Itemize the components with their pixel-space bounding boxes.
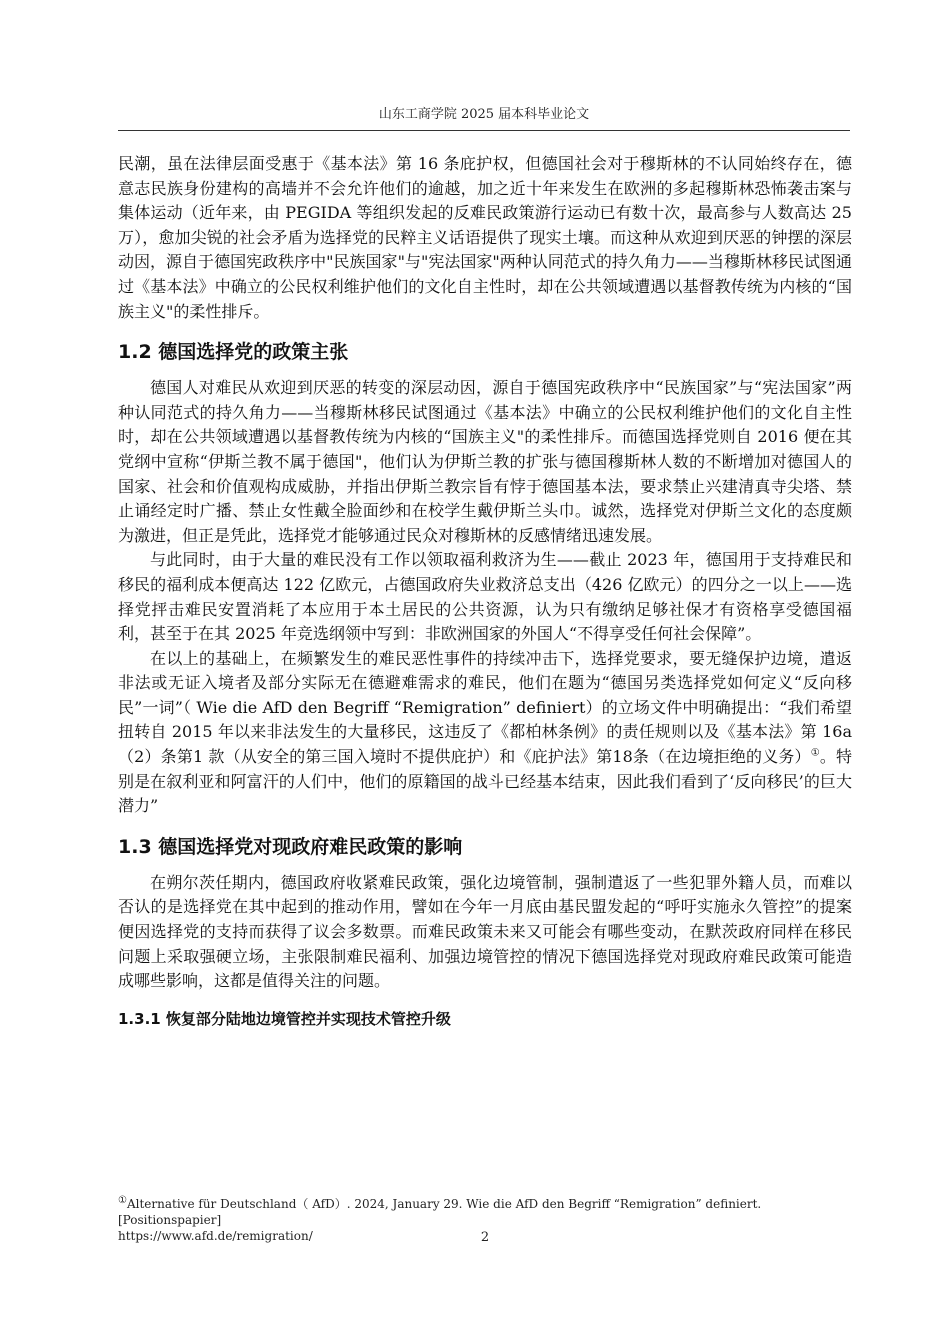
paragraph-1-2-a: 德国人对难民从欢迎到厌恶的转变的深层动因，源自于德国宪政秩序中“民族国家”与“宪法国家”两种认同范式的持久角力——当穆斯林移民试图通过《基本法》中确立的公民权利维护他们的文化自主性时，却在公共领域遭遇以基督教传统为内核的“国族主义"的柔性排斥。而德国选择党则自 2016 便在其党纲中宣称“伊斯兰教不属于德国"，他们认为伊斯兰教的扩张与德国穆斯林人数的不断增加对德国人的国家、社会和价值观构成威胁，并指出伊斯兰教宗旨有悖于德国基本法，要求禁止兴建清真寺尖塔、禁止诵经定时广播、禁止女性戴全脸面纱和在校学生戴伊斯兰头巾。诚然，选择党对伊斯兰文化的态度颇为激进，但正是凭此，选择党才能够通过民众对穆斯林的反感情绪迅速发展。 (118, 378, 852, 545)
footnote-line-1 (118, 1196, 852, 1228)
footnote-reference[interactable]: ① (810, 747, 820, 759)
footnote-marker: ① (118, 1195, 127, 1206)
footnote-citation: Alternative für Deutschland（ AfD）. 2024, January 29. Wie die AfD den Begriff “Remigration” definiert. [Positionspapier] (118, 1197, 762, 1227)
paragraph-1-2-c-text: 在以上的基础上，在频繁发生的难民恶性事件的持续冲击下，选择党要求，要无缝保护边境，遣返非法或无证入境者及部分实际无在德避难需求的难民，他们在题为“德国另类选择党如何定义“反向移民”一词”（ Wie die AfD den Begriff “Remigration” definiert）的立场文件中明确提出：“我们希望扭转自 2015 年以来非法发生的大量移民，这违反了《都柏林条例》的责任规则以及《基本法》第 16a（2）条第1 款（从安全的第三国入境时不提供庇护）和《庇护法》第18条（在边境拒绝的义务） (118, 648, 852, 767)
paragraph-1-2-c-end: 。特别是在叙利亚和阿富汗的人们中，他们的原籍国的战斗已经基本结束，因此我们看到了‘反向移民’的巨大潜力” (118, 747, 852, 816)
header-rule (118, 130, 850, 131)
paragraph-1-2-c (118, 647, 852, 819)
footnote-url[interactable]: https://www.afd.de/remigration/ (118, 1229, 313, 1243)
subsection-heading-1-3-1: 1.3.1 恢复部分陆地边境管控并实现技术管控升级 (118, 1009, 451, 1028)
paragraph-1-2-b: 与此同时，由于大量的难民没有工作以领取福利救济为生——截止 2023 年，德国用于支持难民和移民的福利成本便高达 122 亿欧元，占德国政府失业救济总支出（426 亿欧元）的四分之一以上——选择党抨击难民安置消耗了本应用于本土居民的公共资源，认为只有缴纳足够社保才有资格享受德国福利，甚至于在其 2025 年竞选纲领中写到：非欧洲国家的外国人“不得享受任何社会保障”。 (118, 550, 852, 644)
running-header: 山东工商学院 2025 届本科毕业论文 (378, 107, 590, 122)
page-number: 2 (480, 1230, 490, 1245)
body-text (118, 152, 852, 1030)
paragraph-1-3: 在朔尔茨任期内，德国政府收紧难民政策，强化边境管制，强制遣返了一些犯罪外籍人员，而难以否认的是选择党在其中起到的推动作用，譬如在今年一月底由基民盟发起的“呼吁实施永久管控”的提案便因选择党的支持而获得了议会多数票。而难民政策未来又可能会有哪些变动，在默茨政府同样在移民问题上采取强硬立场，主张限制难民福利、加强边境管控的情况下德国选择党对现政府难民政策可能造成哪些影响，这都是值得关注的问题。 (118, 872, 852, 991)
section-heading-1-2: 1.2 德国选择党的政策主张 (118, 341, 349, 364)
section-heading-1-3: 1.3 德国选择党对现政府难民政策的影响 (118, 835, 463, 858)
paragraph-intro: 民潮，虽在法律层面受惠于《基本法》第 16 条庇护权，但德国社会对于穆斯林的不认同始终存在，德意志民族身份建构的高墙并不会允许他们的逾越，加之近十年来发生在欧洲的多起穆斯林恐怖袭击案与集体运动（近年来，由 PEGIDA 等组织发起的反难民政策游行运动已有数十次，最高参与人数高达 25 万），愈加尖锐的社会矛盾为选择党的民粹主义话语提供了现实土壤。而这种从欢迎到厌恶的钟摆的深层动因，源自于德国宪政秩序中"民族国家"与"宪法国家"两种认同范式的持久角力——当穆斯林移民试图通过《基本法》中确立的公民权利维护他们的文化自主性时，却在公共领域遭遇以基督教传统为内核的“国族主义"的柔性排斥。 (118, 154, 852, 321)
